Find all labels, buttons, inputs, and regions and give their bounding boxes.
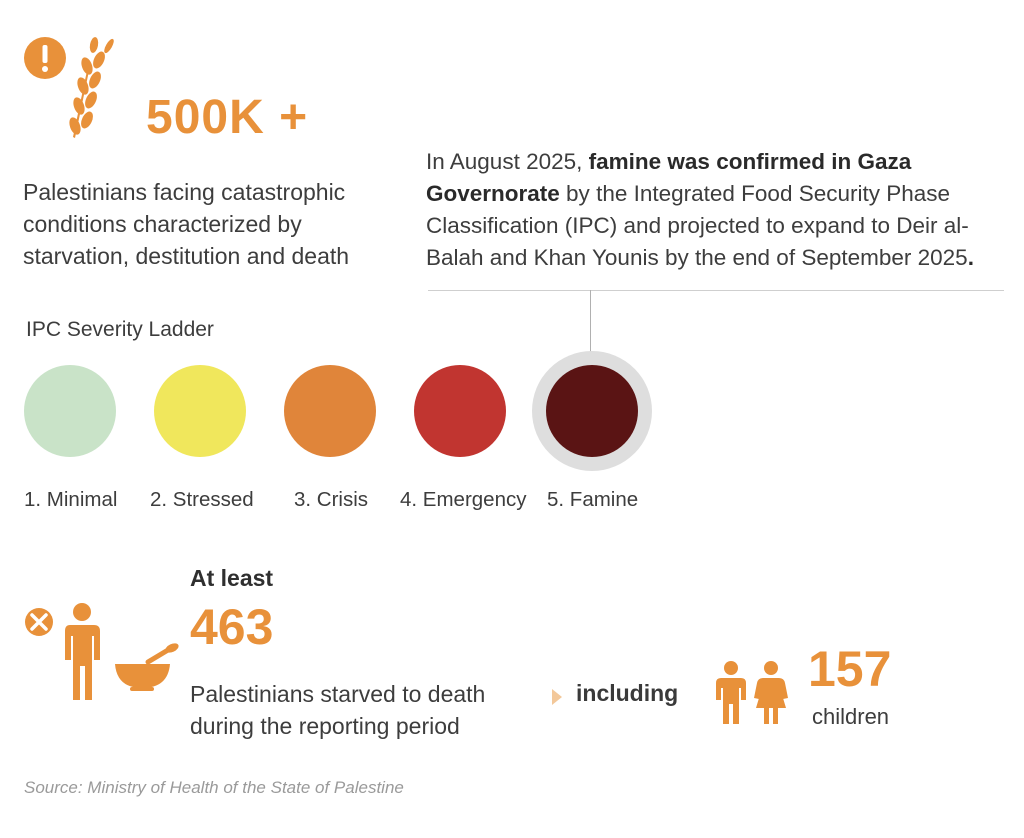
ladder-label-crisis: 3. Crisis — [294, 488, 369, 511]
ladder-label-minimal: 1. Minimal — [24, 488, 118, 511]
ladder-circle-famine — [546, 365, 638, 457]
famine-announcement — [426, 146, 1016, 274]
headline-description: Palestinians facing catastrophic conditions characterized by starvation, destitution and death — [23, 179, 350, 269]
person-with-x-icon — [20, 598, 180, 706]
ladder-circle-emergency — [414, 365, 506, 457]
including-label: including — [576, 680, 679, 706]
ladder-title: IPC Severity Ladder — [26, 318, 214, 341]
headline-number: 500K + — [146, 91, 309, 144]
ladder-label-emergency: 4. Emergency — [400, 488, 527, 511]
announcement-text-2: by the Integrated Food Security Phase Classification (IPC) and projected to expand to Deir al-Balah and Khan Younis by the end of September 2025 — [426, 181, 969, 270]
arrow-right-icon — [551, 687, 563, 707]
bowl-icon — [115, 641, 180, 691]
alert-icon — [23, 36, 67, 80]
ladder-label-stressed: 2. Stressed — [150, 488, 254, 511]
children-number: 157 — [808, 641, 892, 697]
starved-number: 463 — [190, 599, 274, 655]
ladder-circle-stressed — [154, 365, 246, 457]
wheat-icon — [62, 36, 122, 140]
children-label: children — [812, 704, 890, 729]
children-icon — [712, 660, 792, 726]
starved-description: Palestinians starved to death during the reporting period — [190, 681, 486, 739]
announcement-bold-text: famine was confirmed in Gaza Governorate — [426, 149, 912, 206]
source-note: Source: Ministry of Health of the State of Palestine — [24, 778, 404, 797]
announcement-period: . — [967, 245, 974, 270]
ladder-label-famine: 5. Famine — [547, 488, 639, 511]
connector-line — [590, 290, 591, 354]
ladder-circle-crisis — [284, 365, 376, 457]
announcement-text-1: In August 2025, — [426, 149, 589, 174]
at-least-label: At least — [190, 565, 274, 591]
divider — [428, 290, 1004, 291]
ladder-circle-minimal — [24, 365, 116, 457]
